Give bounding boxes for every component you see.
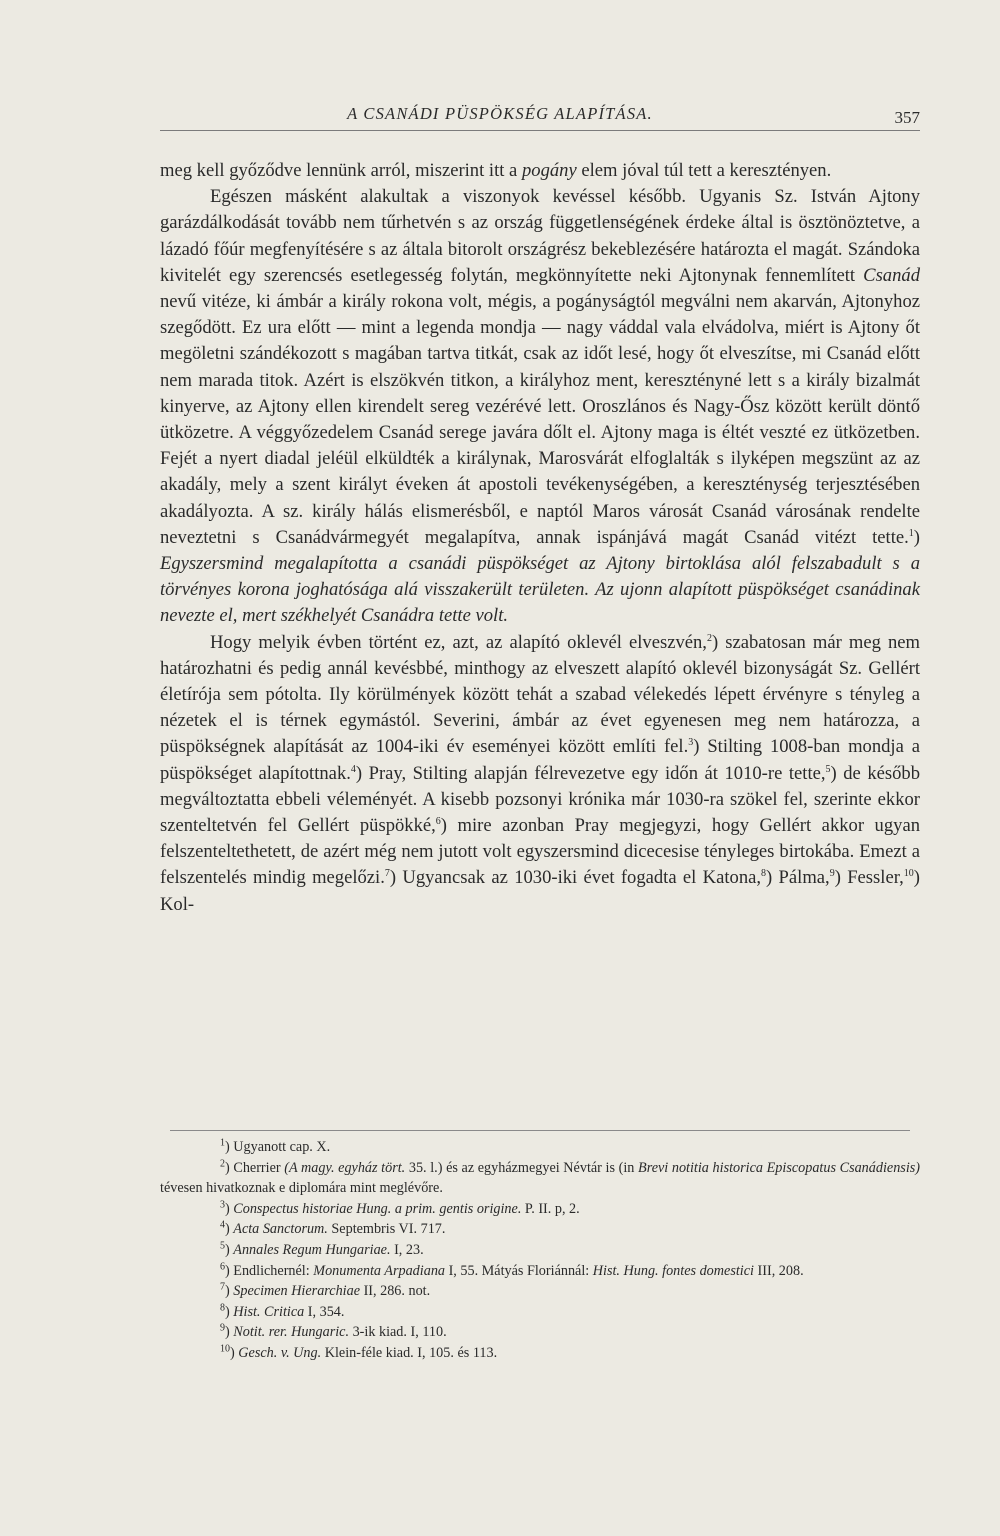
footnote-marker: 5 [220,1240,225,1252]
paragraph [160,184,920,629]
text-run: tévesen hivatkoznak e diplomára mint meglévőre. [160,1180,443,1197]
footnote [160,1343,920,1364]
italic-text: Notit. rer. Hungaric. [233,1324,350,1341]
footnote [160,1219,920,1240]
footnote-marker: 4 [350,763,356,775]
text-run: III, 208. [753,1262,804,1279]
italic-text: Annales Regum Hungariae. [233,1241,391,1258]
text-run: ) Ugyanott cap. X. [225,1139,331,1155]
text-run: ) szabatosan már meg nem határozhatni és pedig annál kevésbbé, minthogy az elveszett alapító oklevél bizonyságát Sz. Gellért életírója sem pótolta. Ily körülmények között tehát a szabad vélekedés lépett érvényre s tényleg a nézetek el is térnek egymástól. Severini, ámbár az évet egyenesen meg nem határozza, a püspökségnek alapítását az 1004-iki év eseményei között említi fel. [160,631,920,758]
text-run: ) Ugyancsak az 1030-iki évet fogadta el Katona, [389,867,762,889]
text-run: 3-ik kiad. I, 110. [349,1324,447,1341]
text-run: ) Cherrier [225,1159,285,1176]
footnote-marker: 1 [908,527,914,539]
text-run: Septembris VI. 717. [327,1221,446,1238]
italic-text: (A magy. egyház tört. [284,1159,406,1176]
text-run: ) Kol- [160,867,920,915]
text-run: Egészen másként alakultak a viszonyok kevéssel később. Ugyanis Sz. István Ajtony garázdálkodását tovább nem tűrhetvén s az ország függetlenségének érdeke által is ösztönöztetve, a lázadó főúr megfenyítésére s az általa bitorolt országrész bekeblezésére határozta el magát. Szándoka kivitelét egy szerencsés esetlegesség folytán, megkönnyítette neki Ajtonynak fennemlített [160,186,920,286]
footnote [160,1199,920,1220]
text-run: Klein-féle kiad. I, 105. és 113. [321,1344,498,1361]
italic-text: Hist. Critica [233,1303,305,1320]
italic-text: Conspectus historiae Hung. a prim. gentis origine. [233,1200,522,1217]
footnote [160,1322,920,1343]
text-run: meg kell győződve lennünk arról, miszerint itt a [160,160,522,181]
body-text [160,158,920,918]
footnote-marker: 7 [220,1281,225,1293]
italic-text: Csanád [863,264,920,286]
text-run: ) Stilting 1008-ban mondja a püspökséget alapítottnak. [160,736,920,784]
footnote [160,1261,920,1282]
text-run: Hogy melyik évben történt ez, azt, az alapító oklevél elveszvén, [210,631,707,653]
text-run: I, 55. Mátyás Floriánnál: [445,1262,593,1279]
text-run: ) de később megváltoztatta ebbeli véleményét. A kisebb pozsonyi krónika már 1030-ra szökel fel, szerinte ekkor szenteltetvén fel Gellért püspökké, [160,762,921,837]
text-run: ) Pray, Stilting alapján félrevezetve egy időn át 1010-re tette, [355,762,826,784]
footnote [160,1137,920,1158]
text-run: ) [913,526,920,548]
text-run: ) Pálma, [766,867,830,889]
text-run: ) [225,1283,234,1300]
footnote-marker: 2 [220,1157,225,1169]
text-run: ) [225,1303,234,1320]
text-run: 35. l.) és az egyházmegyei Névtár is (in [405,1159,639,1176]
text-run: ) Endlichernél: [225,1262,314,1279]
paragraph [160,630,920,918]
footnote-marker: 8 [220,1302,225,1314]
footnote-marker: 8 [761,868,767,880]
footnote [160,1240,920,1261]
footnote-marker: 4 [220,1219,225,1231]
footnote [160,1281,920,1302]
text-run: ) [225,1200,234,1217]
footnote-marker: 3 [220,1199,225,1211]
page-number: 357 [894,108,920,127]
footnote [160,1302,920,1323]
footnote-marker: 6 [220,1260,225,1272]
text-run: II, 286. not. [360,1283,431,1300]
running-head [160,100,920,131]
text-run: elem jóval túl tett a keresztényen. [576,160,832,181]
footnote-marker: 10 [220,1343,230,1355]
text-run: ) [225,1241,234,1258]
text-run: I, 354. [304,1303,345,1320]
text-run: ) Fessler, [834,867,904,889]
footnote-marker: 9 [829,868,835,880]
text-run: nevű vitéze, ki ámbár a király rokona volt, mégis, a pogányságtól megválni nem akarván, Ajtonyhoz szegődött. Ez ura előtt — mint a legenda mondja — nagy váddal vala elvádolva, miért is Ajtony őt megöletni szándékozott s magában tartva titkát, csak az időt lesé, hogy őt elveszítse, mi Csanád előtt nem marada titok. Azért is elszökvén titkon, a királyhoz ment, keresztényné lett s a király bizalmát kinyerve, az Ajtony ellen kirendelt sereg vezérévé lett. Oroszlános és Nagy-Ősz között került döntő ütközetre. A véggyőzedelem Csanád serege javára dőlt el. Ajtony maga is éltét veszté ez ütközetben. Fejét a nyert diadal jeléül elküldték a királynak, Marosvárát elfoglalták s ilyképen megszünt az az akadály, mely a szent királyt éveken át apostoli tevékenységében, a kereszténység terjesztésében akadályozta. A sz. király hálás elismerésből, e naptól Maros városát Csanád városának rendelte neveztetni s Csanádvármegyét megalapítva, annak ispánjává magát Csanád vitézt tette. [160,291,920,548]
text-run: ) [225,1221,234,1238]
footnote-marker: 3 [688,737,694,749]
italic-text: Hist. Hung. fontes domestici [592,1262,754,1279]
running-title: A CSANÁDI PÜSPÖKSÉG ALAPÍTÁSA. [347,104,653,123]
text-run: I, 23. [390,1241,424,1258]
italic-text: Monumenta Arpadiana [313,1262,446,1279]
paragraph [160,158,920,184]
italic-text: Egyszersmind megalapította a csanádi püspökséget az Ajtony birtoklása alól felszabadult s a törvényes korona joghatósága alá visszakerült területen. Az ujonn alapított püspökséget csanádinak nevezte el, mert székhelyét Csanádra tette volt. [160,553,920,627]
text-run: ) mire azonban Pray megjegyzi, hogy Gellért akkor ugyan felszenteltethetett, de azért még nem jutott volt egyszersmind dicecesise tényleges birtokába. Emezt a felszentelés mindig megelőzi. [160,815,920,889]
footnote-marker: 10 [903,868,914,880]
footnote-marker: 9 [220,1322,225,1334]
footnote-marker: 2 [706,632,712,644]
footnote-divider [170,1130,910,1131]
italic-text: Gesch. v. Ung. [238,1344,322,1361]
italic-text: Acta Sanctorum. [233,1221,328,1238]
footnotes [160,1137,920,1364]
italic-text: Brevi notitia historica Episcopatus Csanádiensis) [638,1159,921,1176]
text-run: ) [225,1324,234,1341]
text-run: ) [230,1344,239,1361]
footnote-marker: 1 [220,1137,225,1149]
footnote-marker: 5 [825,763,831,775]
italic-text: Specimen Hierarchiae [233,1283,361,1300]
italic-text: pogány [521,160,577,181]
footnote [160,1158,920,1199]
footnote-marker: 6 [435,815,441,827]
footnote-marker: 7 [384,868,390,880]
text-run: P. II. p, 2. [521,1200,580,1217]
